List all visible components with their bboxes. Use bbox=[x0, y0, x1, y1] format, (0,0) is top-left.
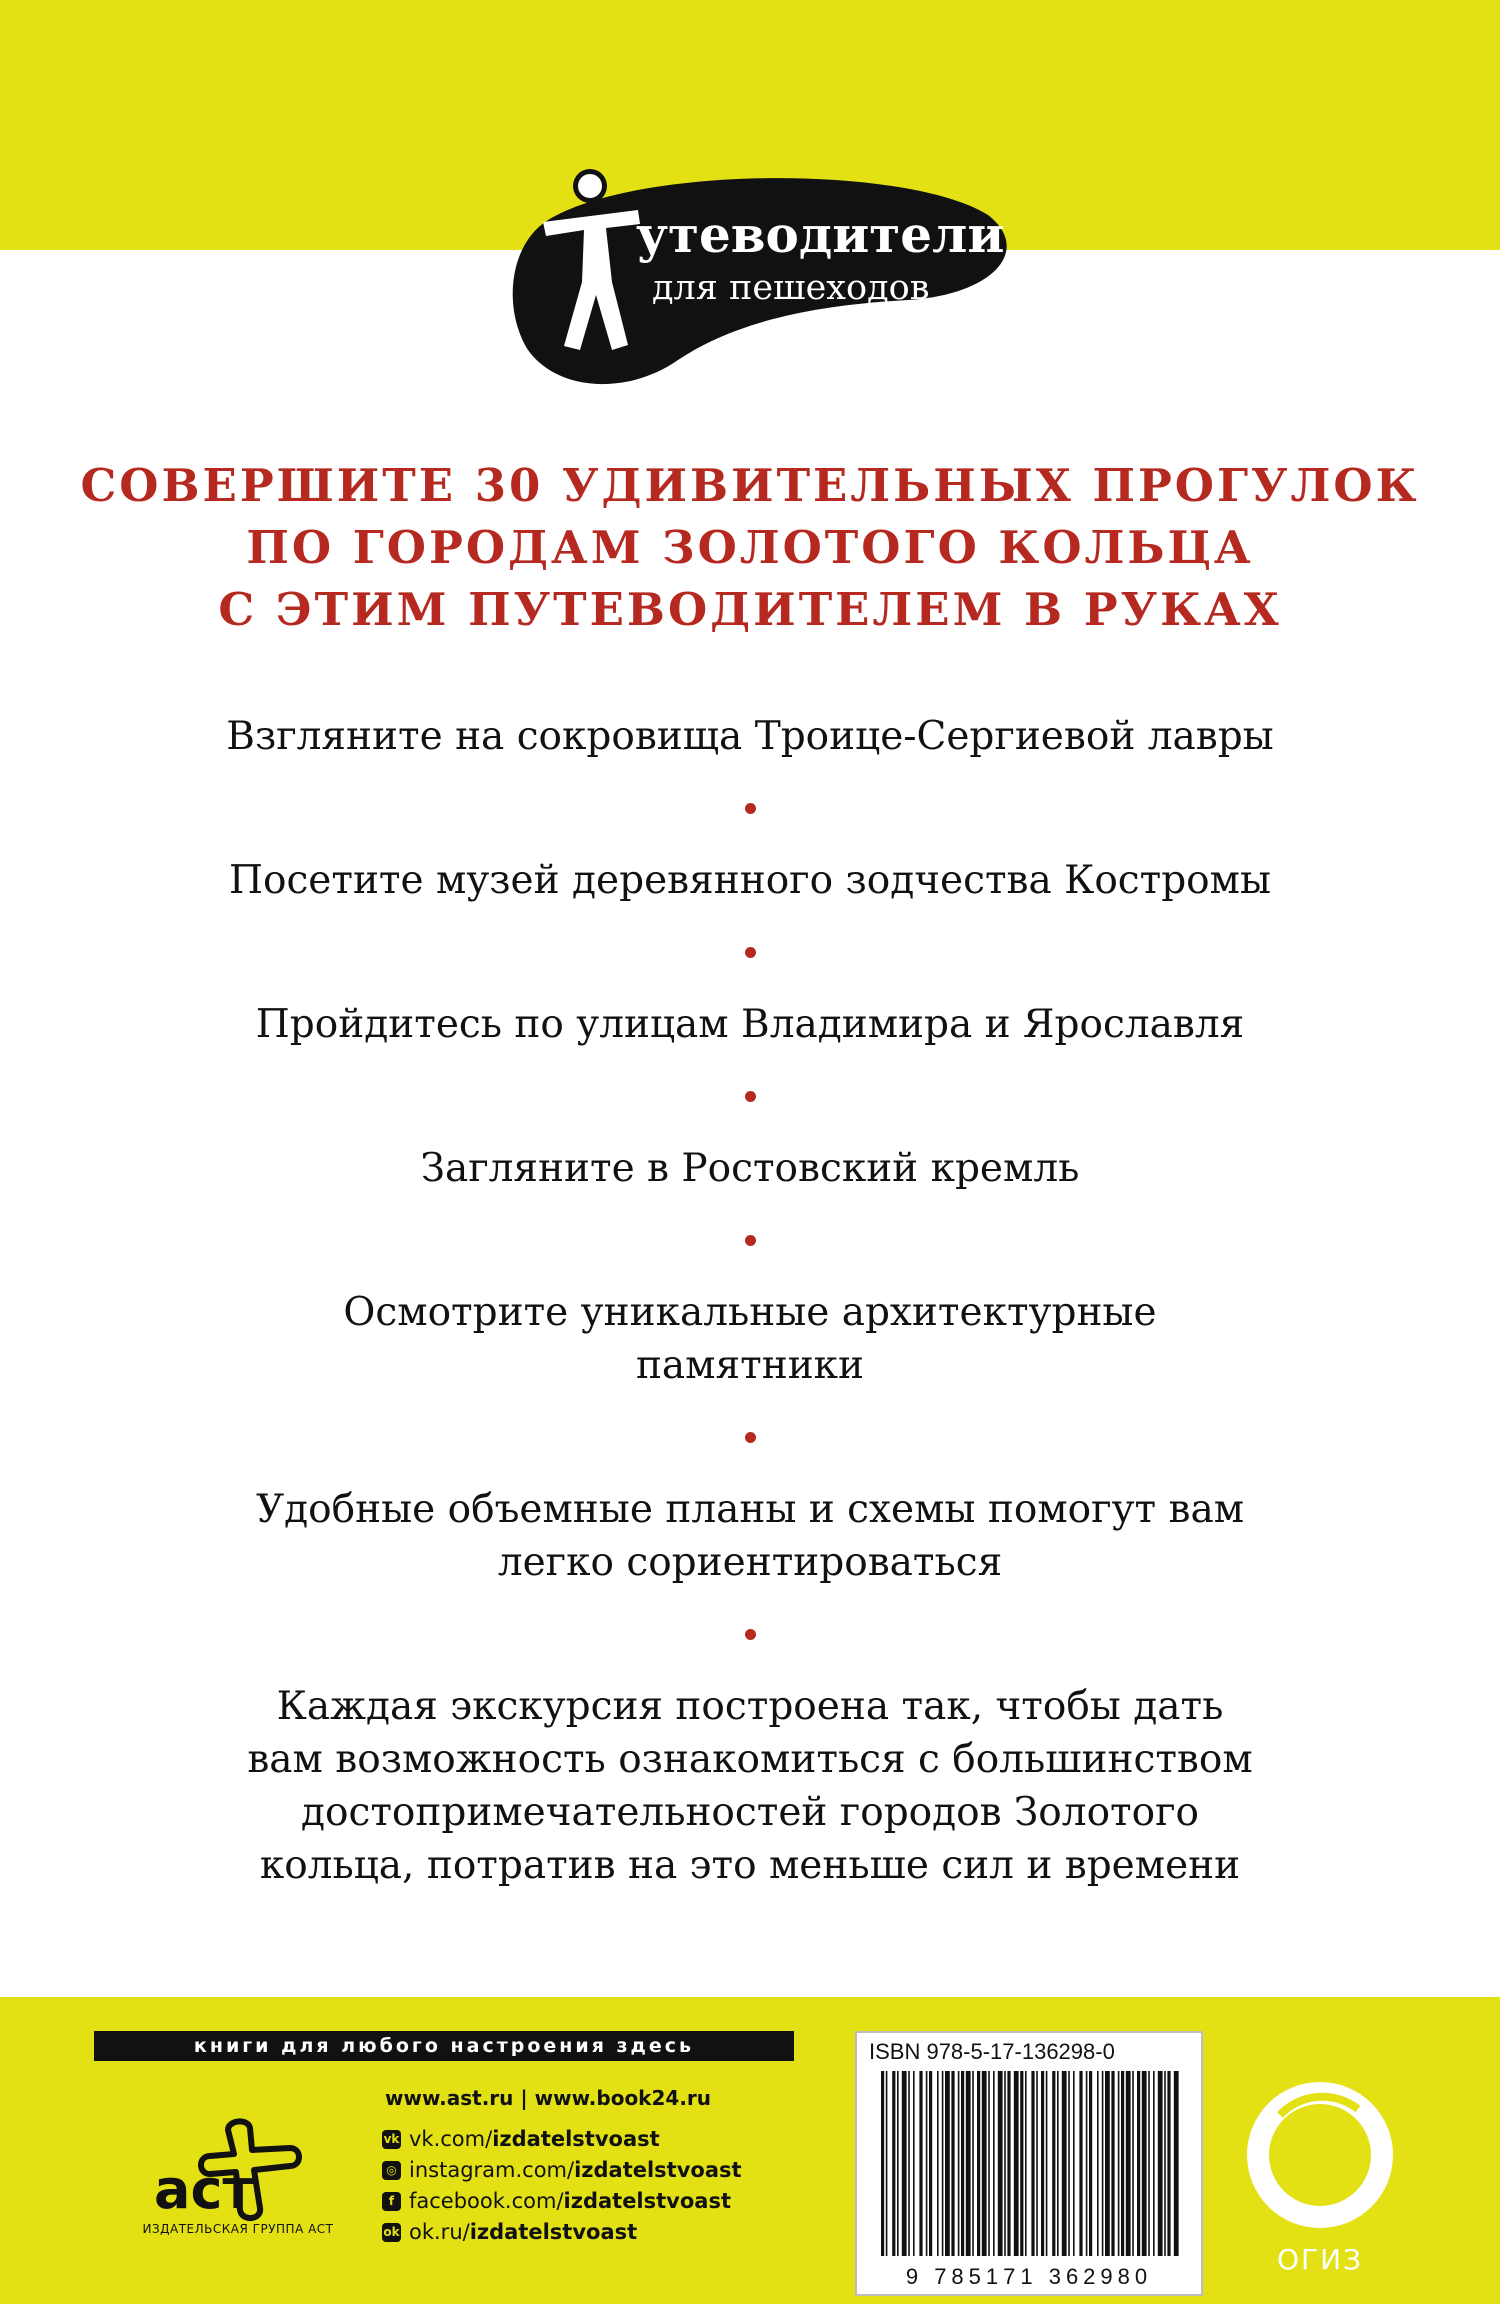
social-handle: izdatelstvoast bbox=[469, 2220, 638, 2244]
bullet-dot bbox=[745, 803, 756, 814]
ast-publisher-logo bbox=[150, 2090, 320, 2230]
barcode-bar bbox=[1079, 2071, 1082, 2256]
feature-item bbox=[100, 1286, 1400, 1392]
barcode-bar bbox=[1036, 2071, 1038, 2256]
feature-line: кольца, потратив на это меньше сил и времени bbox=[259, 1843, 1241, 1888]
barcode-bar bbox=[1148, 2071, 1150, 2256]
barcode-bar bbox=[1014, 2071, 1019, 2256]
social-link-odnoklassniki[interactable] bbox=[382, 2217, 742, 2248]
social-handle: izdatelstvoast bbox=[492, 2127, 660, 2151]
ogiz-imprint-logo bbox=[1240, 2075, 1400, 2235]
barcode-bar bbox=[1031, 2071, 1034, 2256]
barcode-bar bbox=[993, 2071, 995, 2256]
barcode-bar bbox=[1086, 2071, 1088, 2256]
headline-line: ПО ГОРОДАМ ЗОЛОТОГО КОЛЬЦА bbox=[246, 521, 1254, 574]
barcode-bar bbox=[913, 2071, 915, 2256]
barcode-bar bbox=[958, 2071, 960, 2256]
barcode-bar bbox=[919, 2071, 922, 2256]
feature-line: Загляните в Ростовский кремль bbox=[420, 1146, 1080, 1191]
logo-title: утеводители bbox=[636, 205, 1005, 264]
barcode-bar bbox=[1167, 2071, 1170, 2256]
social-prefix: ok.ru/ bbox=[409, 2220, 470, 2244]
barcode-bar bbox=[982, 2071, 987, 2256]
bullet-dot bbox=[745, 1091, 756, 1102]
barcode-bar bbox=[937, 2071, 939, 2256]
barcode-bar bbox=[1097, 2071, 1099, 2256]
facebook-icon: f bbox=[382, 2192, 401, 2211]
barcode-bar bbox=[1089, 2071, 1092, 2256]
barcode-bar bbox=[1118, 2071, 1120, 2256]
barcode-bar bbox=[945, 2071, 950, 2256]
barcode-bar bbox=[1164, 2071, 1166, 2256]
feature-line: памятники bbox=[635, 1343, 865, 1388]
barcode-bar bbox=[988, 2071, 990, 2256]
barcode-bar bbox=[1062, 2071, 1067, 2256]
barcode-bar bbox=[1073, 2071, 1075, 2256]
feature-line: Удобные объемные планы и схемы помогут вам bbox=[255, 1487, 1245, 1532]
bullet-dot bbox=[745, 1432, 756, 1443]
feature-line: легко сориентироваться bbox=[497, 1540, 1003, 1585]
social-link-facebook[interactable] bbox=[382, 2186, 742, 2217]
barcode-icon bbox=[875, 2071, 1185, 2261]
barcode-bar bbox=[1102, 2071, 1104, 2256]
feature-item bbox=[100, 1142, 1400, 1195]
feature-item bbox=[100, 1483, 1400, 1589]
headline bbox=[0, 455, 1500, 641]
headline-line: С ЭТИМ ПУТЕВОДИТЕЛЕМ В РУКАХ bbox=[218, 583, 1282, 636]
feature-line: Пройдитесь по улицам Владимира и Ярославля bbox=[255, 1002, 1245, 1047]
barcode-bar bbox=[1052, 2071, 1055, 2256]
publisher-logo-text: аст bbox=[154, 2158, 254, 2221]
social-prefix: facebook.com/ bbox=[409, 2189, 564, 2213]
barcode-bar bbox=[1142, 2071, 1147, 2256]
barcode-bar bbox=[1121, 2071, 1124, 2256]
barcode-bar bbox=[1046, 2071, 1048, 2256]
feature-item bbox=[100, 998, 1400, 1051]
social-links bbox=[382, 2124, 742, 2248]
social-link-vk[interactable] bbox=[382, 2124, 742, 2155]
feature-line: достопримечательностей городов Золотого bbox=[300, 1790, 1200, 1835]
barcode-bar bbox=[881, 2071, 884, 2256]
bullet-dot bbox=[745, 947, 756, 958]
feature-line: вам возможность ознакомиться с большинством bbox=[247, 1737, 1253, 1782]
barcode-bar bbox=[897, 2071, 899, 2256]
feature-line: Осмотрите уникальные архитектурные bbox=[343, 1290, 1157, 1335]
logo-subtitle: для пешеходов bbox=[652, 268, 930, 308]
imprint-name: ОГИЗ bbox=[1276, 2243, 1363, 2276]
barcode-bar bbox=[926, 2071, 928, 2256]
barcode-bar bbox=[902, 2071, 907, 2256]
tagline-bar: книги для любого настроения здесь bbox=[94, 2031, 794, 2061]
barcode-bar bbox=[1153, 2071, 1155, 2256]
publisher-caption: ИЗДАТЕЛЬСКАЯ ГРУППА АСТ bbox=[142, 2222, 334, 2236]
social-link-instagram[interactable] bbox=[382, 2155, 742, 2186]
barcode-bar bbox=[1126, 2071, 1131, 2256]
barcode-bar bbox=[942, 2071, 944, 2256]
barcode-bar bbox=[1057, 2071, 1059, 2256]
barcode-bar bbox=[1007, 2071, 1010, 2256]
feature-item bbox=[100, 1680, 1400, 1892]
barcode-bar bbox=[1132, 2071, 1134, 2256]
feature-list bbox=[100, 710, 1400, 1892]
barcode-bar bbox=[1111, 2071, 1114, 2256]
vk-icon: vk bbox=[382, 2130, 401, 2149]
barcode-bar bbox=[961, 2071, 964, 2256]
barcode-bar bbox=[998, 2071, 1003, 2256]
barcode-bar bbox=[1068, 2071, 1070, 2256]
barcode-bar bbox=[1041, 2071, 1044, 2256]
barcode-bar bbox=[1025, 2071, 1027, 2256]
barcode-bar bbox=[1158, 2071, 1163, 2256]
feature-line: Каждая экскурсия построена так, чтобы дать bbox=[276, 1684, 1224, 1729]
instagram-icon: ◎ bbox=[382, 2161, 401, 2180]
barcode-digits: 9 785171 362980 bbox=[905, 2264, 1153, 2289]
bullet-dot bbox=[745, 1629, 756, 1640]
barcode-bar bbox=[977, 2071, 980, 2256]
feature-line: Посетите музей деревянного зодчества Костромы bbox=[228, 858, 1272, 903]
barcode-bar bbox=[1137, 2071, 1140, 2256]
barcode-bar bbox=[892, 2071, 895, 2256]
social-handle: izdatelstvoast bbox=[574, 2158, 742, 2182]
barcode-bar bbox=[908, 2071, 910, 2256]
barcode-bar bbox=[1020, 2071, 1023, 2256]
isbn-label: ISBN 978-5-17-136298-0 bbox=[869, 2039, 1115, 2064]
social-handle: izdatelstvoast bbox=[563, 2189, 731, 2213]
barcode-bar bbox=[886, 2071, 888, 2256]
bullet-dot bbox=[745, 1235, 756, 1246]
barcode-bar bbox=[972, 2071, 974, 2256]
feature-item bbox=[100, 854, 1400, 907]
barcode-bar bbox=[1174, 2071, 1179, 2256]
social-prefix: vk.com/ bbox=[409, 2127, 493, 2151]
websites-link[interactable]: www.ast.ru | www.book24.ru bbox=[385, 2086, 712, 2110]
social-prefix: instagram.com/ bbox=[409, 2158, 575, 2182]
barcode-bar bbox=[1004, 2071, 1006, 2256]
headline-line: СОВЕРШИТЕ 30 УДИВИТЕЛЬНЫХ ПРОГУЛОК bbox=[80, 459, 1420, 512]
barcode-bar bbox=[951, 2071, 954, 2256]
feature-line: Взгляните на сокровища Троице-Сергиевой лавры bbox=[226, 714, 1274, 759]
barcode-bar bbox=[966, 2071, 971, 2256]
barcode-bar bbox=[1105, 2071, 1110, 2256]
odnoklassniki-icon: ok bbox=[382, 2223, 401, 2242]
barcode-bar bbox=[929, 2071, 932, 2256]
barcode-box bbox=[855, 2031, 1203, 2296]
feature-item bbox=[100, 710, 1400, 763]
